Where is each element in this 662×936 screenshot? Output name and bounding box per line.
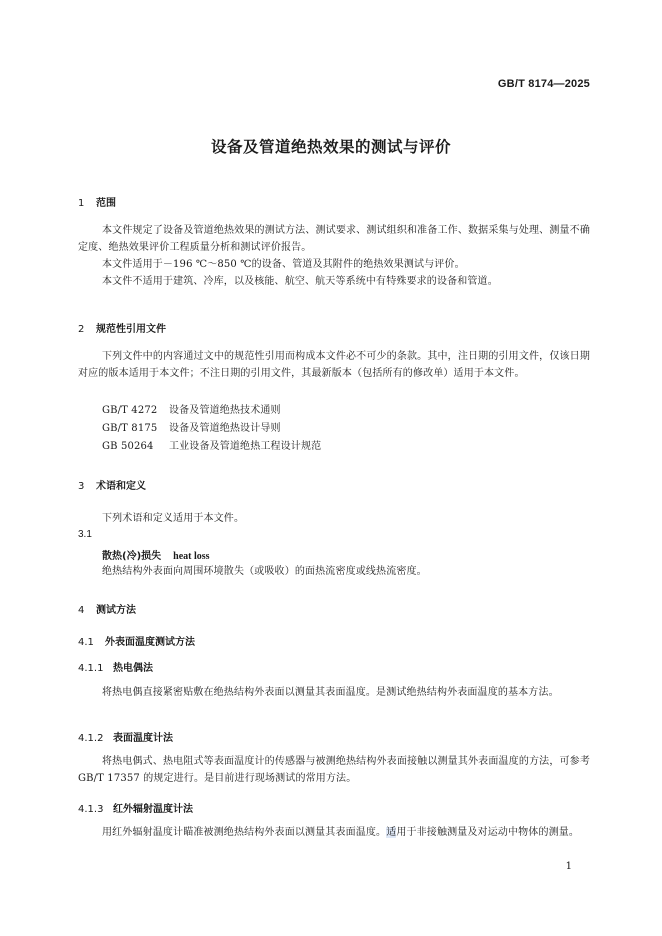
- term-entry: [102, 547, 210, 562]
- section-number: 3: [78, 481, 85, 492]
- paragraph-text: 用红外辐射温度计瞄准被测绝热结构外表面以测量其表面温度。: [102, 827, 387, 838]
- term-english: heat loss: [173, 551, 210, 562]
- section-title: 外表面温度测试方法: [105, 637, 195, 648]
- normative-references-paragraph: 下列文件中的内容通过文中的规范性引用而构成本文件必不可少的条款。其中，注日期的引用文件，仅该日期对应的版本适用于本文件；不注日期的引用文件，其最新版本（包括所有的修改单）适用于本文件。: [78, 351, 590, 379]
- section-title: 红外辐射温度计法: [113, 804, 193, 815]
- subsection-4-1-1-heading: [78, 659, 153, 674]
- document-title: 设备及管道绝热效果的测试与评价: [210, 138, 451, 156]
- section-2-heading: [78, 320, 166, 335]
- reference-code: GB 50264: [102, 441, 154, 452]
- section-number: 4.1.3: [78, 804, 104, 815]
- section-title: 术语和定义: [96, 481, 146, 492]
- section-number: 1: [78, 198, 85, 209]
- infrared-thermometer-paragraph: [78, 824, 590, 841]
- standard-number: GB/T 8174—2025: [497, 78, 590, 90]
- section-title: 范围: [96, 198, 116, 209]
- terms-intro-paragraph: 下列术语和定义适用于本文件。: [102, 513, 245, 524]
- term-number: 3.1: [78, 529, 92, 540]
- reference-code: GB/T 8175: [102, 423, 158, 434]
- section-number: 4.1.2: [78, 733, 104, 744]
- reference-item: [102, 402, 281, 419]
- reference-title: 设备及管道绝热设计导则: [169, 423, 281, 434]
- section-number: 4.1.1: [78, 663, 104, 674]
- text-selection-highlight: 适: [386, 827, 397, 838]
- section-4-heading: [78, 601, 136, 616]
- scope-paragraph-1: 本文件规定了设备及管道绝热效果的测试方法、测试要求、测试组织和准备工作、数据采集与处理、测量不确定度、绝热效果评价工程质量分析和测试评价报告。: [78, 225, 590, 253]
- section-1-heading: [78, 194, 116, 209]
- term-chinese: 散热(冷)损失: [102, 551, 162, 562]
- section-title: 规范性引用文件: [96, 324, 166, 335]
- scope-paragraph-2: 本文件适用于－196 ℃～850 ℃的设备、管道及其附件的绝热效果测试与评价。: [102, 259, 465, 270]
- subsection-4-1-heading: [78, 633, 195, 648]
- term-definition: 绝热结构外表面向周围环境散失（或吸收）的面热流密度或线热流密度。: [102, 566, 427, 577]
- reference-title: 设备及管道绝热技术通则: [169, 405, 281, 416]
- section-number: 4: [78, 605, 85, 616]
- section-title: 热电偶法: [113, 663, 153, 674]
- section-3-heading: [78, 477, 146, 492]
- reference-item: [102, 420, 281, 437]
- section-title: 测试方法: [96, 605, 136, 616]
- reference-item: [102, 438, 321, 455]
- subsection-4-1-2-heading: [78, 729, 173, 744]
- section-title: 表面温度计法: [113, 733, 173, 744]
- page-number: 1: [565, 861, 572, 872]
- surface-thermometer-paragraph: 将热电偶式、热电阻式等表面温度计的传感器与被测绝热结构外表面接触以测量其外表面温度的方法，可参考 GB/T 17357 的规定进行。是目前进行现场测试的常用方法。: [78, 756, 590, 784]
- paragraph-text: 用于非接触测量及对运动中物体的测量。: [396, 827, 580, 838]
- thermocouple-method-paragraph: 将热电偶直接紧密贴敷在绝热结构外表面以测量其表面温度。是测试绝热结构外表面温度的基本方法。: [102, 687, 559, 698]
- section-number: 4.1: [78, 637, 94, 648]
- reference-title: 工业设备及管道绝热工程设计规范: [169, 441, 322, 452]
- section-number: 2: [78, 324, 85, 335]
- subsection-4-1-3-heading: [78, 800, 193, 815]
- reference-code: GB/T 4272: [102, 405, 158, 416]
- scope-paragraph-3: 本文件不适用于建筑、冷库，以及核能、航空、航天等系统中有特殊要求的设备和管道。: [102, 276, 498, 287]
